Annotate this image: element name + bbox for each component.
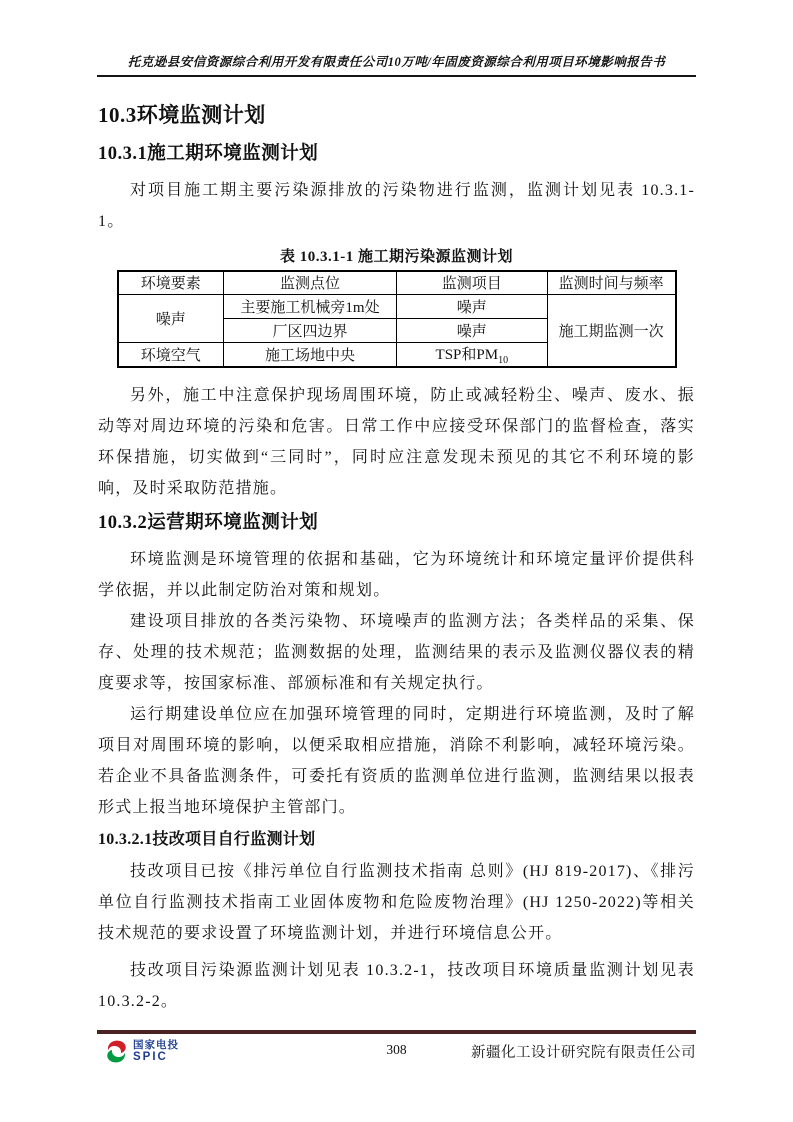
- col-header-time-frequency: 监测时间与频率: [547, 271, 675, 294]
- table-row: [118, 294, 676, 318]
- cell-point-boundary: 厂区四边界: [224, 318, 397, 342]
- col-header-environment-element: 环境要素: [118, 271, 224, 294]
- page-header: [97, 0, 696, 77]
- page-body: [98, 102, 695, 1017]
- footer-company-name: 新疆化工设计研究院有限责任公司: [471, 1045, 696, 1061]
- spic-logo-cn-label: 国家电投: [133, 1039, 179, 1051]
- col-header-monitoring-point: 监测点位: [224, 271, 397, 294]
- paragraph-self-monitoring: 技改项目已按《排污单位自行监测技术指南 总则》(HJ 819-2017)、《排污单位自行监测技术指南工业固体废物和危险废物治理》(HJ 1250-2022)等相关技术规范的要求设置了环境监测计划，并进行环境信息公开。: [98, 862, 695, 942]
- report-title: 托克逊县安信资源综合利用开发有限责任公司10万吨/年固废资源综合利用项目环境影响报告书: [127, 55, 666, 69]
- paragraph-additional-protection: 另外，施工中注意保护现场周围环境，防止或减轻粉尘、噪声、废水、振动等对周边环境的污染和危害。日常工作中应接受环保部门的监督检查，落实环保措施，切实做到“三同时”，同时应注意发现未预见的其它不利环境的影响，及时采取防范措施。: [98, 386, 695, 497]
- heading-environment-monitoring-plan: 10.3环境监测计划: [98, 103, 266, 127]
- heading-construction-period-plan: 10.3.1施工期环境监测计划: [98, 144, 319, 164]
- cell-point-site-center: 施工场地中央: [224, 342, 397, 367]
- table-header-row: [118, 271, 676, 294]
- cell-item-noise-2: 噪声: [396, 318, 547, 342]
- cell-element-air: 环境空气: [118, 342, 224, 367]
- cell-item-noise-1: 噪声: [396, 294, 547, 318]
- cell-element-noise: 噪声: [118, 294, 224, 342]
- paragraph-monitoring-methods: 建设项目排放的各类污染物、环境噪声的监测方法；各类样品的采集、保存、处理的技术规范；监测数据的处理，监测结果的表示及监测仪器仪表的精度要求等，按国家标准、部颁标准和有关规定执行。: [98, 612, 695, 692]
- cell-item-tsp-pm10: [396, 342, 547, 367]
- pm10-subscript: 10: [498, 354, 509, 366]
- footer-content: [97, 1038, 696, 1070]
- paragraph-operation-monitoring: 运行期建设单位应在加强环境管理的同时，定期进行环境监测，及时了解项目对周围环境的影响，以便采取相应措施，消除不利影响，减轻环境污染。若企业不具备监测条件，可委托有资质的监测单位进行监测，监测结果以报表形式上报当地环境保护主管部门。: [98, 705, 695, 816]
- heading-operation-period-plan: 10.3.2运营期环境监测计划: [98, 512, 319, 533]
- cell-point-machinery: 主要施工机械旁1m处: [224, 294, 397, 318]
- footer-rule: [97, 1030, 696, 1034]
- page-footer: [97, 1030, 696, 1070]
- col-header-monitoring-item: 监测项目: [396, 271, 547, 294]
- cell-frequency: 施工期监测一次: [547, 294, 675, 367]
- paragraph-monitoring-basis: 环境监测是环境管理的依据和基础，它为环境统计和环境定量评价提供科学依据，并以此制定防治对策和规划。: [98, 550, 695, 599]
- table-caption: 表 10.3.1-1 施工期污染源监测计划: [280, 249, 513, 265]
- spic-logo-en-label: SPIC: [133, 1050, 168, 1063]
- page-number: 308: [386, 1042, 407, 1057]
- paragraph-see-tables: 技改项目污染源监测计划见表 10.3.2-1，技改项目环境质量监测计划见表 10.3.2-2。: [98, 961, 695, 1010]
- paragraph-intro: 对项目施工期主要污染源排放的污染物进行监测，监测计划见表 10.3.1-1。: [98, 182, 695, 230]
- construction-monitoring-table: [117, 270, 677, 368]
- heading-self-monitoring-plan: 10.3.2.1技改项目自行监测计划: [98, 830, 316, 848]
- tsp-pm-label: TSP和PM: [435, 346, 499, 363]
